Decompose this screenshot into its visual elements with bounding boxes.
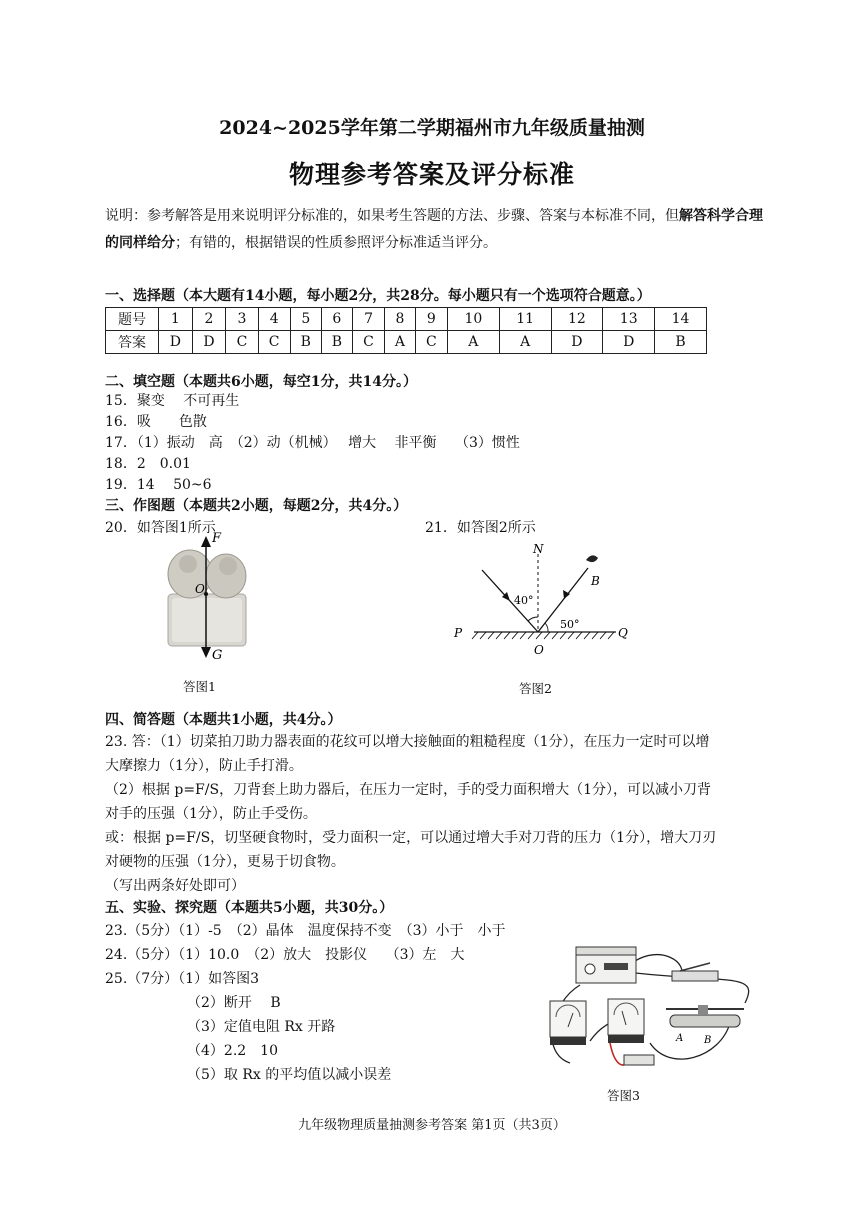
answer-line: 18．2 0.01: [105, 456, 191, 472]
ammeter: [608, 999, 644, 1035]
seal-lion-head: [219, 557, 237, 575]
page-subtitle: 物理参考答案及评分标准: [288, 160, 575, 189]
label-b: B: [591, 574, 600, 588]
voltmeter: [550, 1001, 586, 1037]
table-cell: C: [352, 331, 384, 354]
table-cell: 1: [159, 308, 193, 331]
seal-lion-head: [179, 555, 197, 573]
force-f-arrow-icon: [201, 536, 211, 547]
answer-line: 19．14 50~6: [105, 477, 212, 493]
section4-heading: 四、简答题（本题共1小题，共4分。）: [105, 712, 342, 728]
answer-line: （写出两条好处即可）: [105, 878, 245, 894]
table-cell: C: [415, 331, 447, 354]
answer-line: 对硬物的压强（1分），更易于切食物。: [105, 854, 345, 870]
table-cell: 9: [415, 308, 447, 331]
table-cell: 11: [499, 308, 551, 331]
row-label-question: 题号: [106, 308, 159, 331]
answer-line: 15．聚变 不可再生: [105, 393, 240, 409]
table-cell: 5: [290, 308, 321, 331]
section1-heading: 一、选择题（本大题有14小题，每小题2分，共28分。每小题只有一个选项符合题意。）: [105, 288, 651, 304]
page-footer: 九年级物理质量抽测参考答案 第1页（共3页）: [298, 1118, 566, 1133]
answer-line: 大摩擦力（1分），防止手打滑。: [105, 758, 303, 774]
answer-line: 或：根据 p=F/S，切坚硬食物时，受力面积一定，可以通过增大手对刀背的压力（1分），增大刀刃: [105, 830, 717, 846]
resistor: [624, 1055, 654, 1065]
instructions-note: [105, 203, 765, 257]
section3-heading: 三、作图题（本题共2小题，每题2分，共4分。）: [105, 498, 408, 514]
figure1-caption: 答图1: [183, 679, 216, 694]
table-cell: 8: [385, 308, 416, 331]
seal-base-face: [172, 598, 242, 642]
note-part1: 说明：参考解答是用来说明评分标准的，如果考生答题的方法、步骤、答案与本标准不同，但: [105, 208, 679, 224]
label-q: Q: [618, 626, 628, 640]
table-cell: B: [290, 331, 321, 354]
rheostat: [670, 1015, 740, 1027]
table-cell: B: [321, 331, 352, 354]
power-knob-icon: [585, 964, 595, 974]
row-label-answer: 答案: [106, 331, 159, 354]
table-cell: D: [551, 331, 603, 354]
answer-line: （5）取 Rx 的平均值以减小误差: [187, 1067, 392, 1083]
table-cell: C: [258, 331, 290, 354]
answer-line: 25.（7分）（1）如答图3: [105, 971, 259, 987]
table-cell: D: [603, 331, 655, 354]
table-cell: A: [447, 331, 499, 354]
answer-line: 23. 答：（1）切菜拍刀助力器表面的花纹可以增大接触面的粗糙程度（1分），在压力一定时可以增: [105, 734, 710, 750]
table-cell: A: [499, 331, 551, 354]
answer-table-row-answers: [106, 331, 707, 354]
answer-line: （4）2.2 10: [187, 1043, 278, 1059]
answer-line: 16．吸 色散: [105, 414, 207, 430]
q21-text: 21．如答图2所示: [425, 520, 536, 536]
table-cell: A: [385, 331, 416, 354]
table-cell: 3: [226, 308, 258, 331]
switch-lever: [680, 963, 710, 971]
table-cell: 7: [352, 308, 384, 331]
note-bold: 解答科学合理的同样给分: [105, 208, 763, 251]
answer-line: 17．（1）振动 高 （2）动（机械） 增大 非平衡 （3）惯性: [105, 435, 520, 451]
answer-table-row-numbers: [106, 308, 707, 331]
answer-line: 24.（5分）（1）10.0 （2）放大 投影仪 （3）左 大: [105, 947, 465, 963]
ammeter-base: [608, 1035, 644, 1043]
table-cell: B: [655, 331, 707, 354]
label-o: O: [195, 582, 205, 596]
angle-arc-1: [528, 617, 538, 621]
rheostat-slider: [698, 1005, 708, 1015]
label-p: P: [454, 626, 463, 640]
table-cell: D: [159, 331, 193, 354]
label-angle-50: 50°: [560, 618, 580, 631]
table-cell: D: [192, 331, 226, 354]
label-f: F: [212, 532, 222, 546]
table-cell: 6: [321, 308, 352, 331]
q20-text: 20．如答图1所示: [105, 520, 216, 536]
figure3-caption: 答图3: [607, 1088, 640, 1103]
rheostat-label-a: A: [676, 1033, 684, 1044]
table-cell: 12: [551, 308, 603, 331]
figure3-circuit-diagram: [540, 943, 765, 1081]
label-angle-40: 40°: [514, 594, 534, 607]
figure2-caption: 答图2: [519, 681, 552, 696]
figure1-seal-diagram: [150, 532, 270, 662]
eye-icon: [586, 555, 598, 562]
page-title: 2024~2025学年第二学期福州市九年级质量抽测: [219, 117, 645, 139]
table-cell: 13: [603, 308, 655, 331]
answer-line: 对手的压强（1分），防止手受伤。: [105, 806, 317, 822]
angle-arc-2: [545, 623, 548, 632]
rheostat-label-b: B: [704, 1035, 712, 1046]
power-supply-top: [576, 947, 636, 955]
section5-heading: 五、实验、探究题（本题共5小题，共30分。）: [105, 900, 394, 916]
wire: [650, 1023, 730, 1059]
label-n: N: [533, 542, 544, 556]
label-g: G: [212, 648, 223, 662]
section2-heading: 二、填空题（本题共6小题，每空1分，共14分。）: [105, 374, 417, 390]
power-label-plate: [604, 963, 628, 970]
table-cell: 2: [192, 308, 226, 331]
voltmeter-base: [550, 1037, 586, 1045]
table-cell: 4: [258, 308, 290, 331]
answer-table: [105, 307, 707, 354]
answer-line: （2）根据 p=F/S，刀背套上助力器后，在压力一定时，手的受力面积增大（1分），可以减小刀背: [105, 782, 711, 798]
table-cell: 10: [447, 308, 499, 331]
answer-line: （2）断开 B: [187, 995, 281, 1011]
table-cell: 14: [655, 308, 707, 331]
label-o: O: [534, 643, 544, 657]
answer-line: （3）定值电阻 Rx 开路: [187, 1019, 336, 1035]
table-cell: C: [226, 331, 258, 354]
force-g-arrow-icon: [201, 647, 211, 658]
answer-line: 23.（5分）（1）-5 （2）晶体 温度保持不变 （3）小于 小于: [105, 923, 506, 939]
mirror-hatching: [472, 632, 614, 639]
note-part2: ；有错的，根据错误的性质参照评分标准适当评分。: [175, 235, 497, 251]
figure2-reflection-diagram: [448, 540, 638, 658]
switch: [672, 971, 718, 981]
